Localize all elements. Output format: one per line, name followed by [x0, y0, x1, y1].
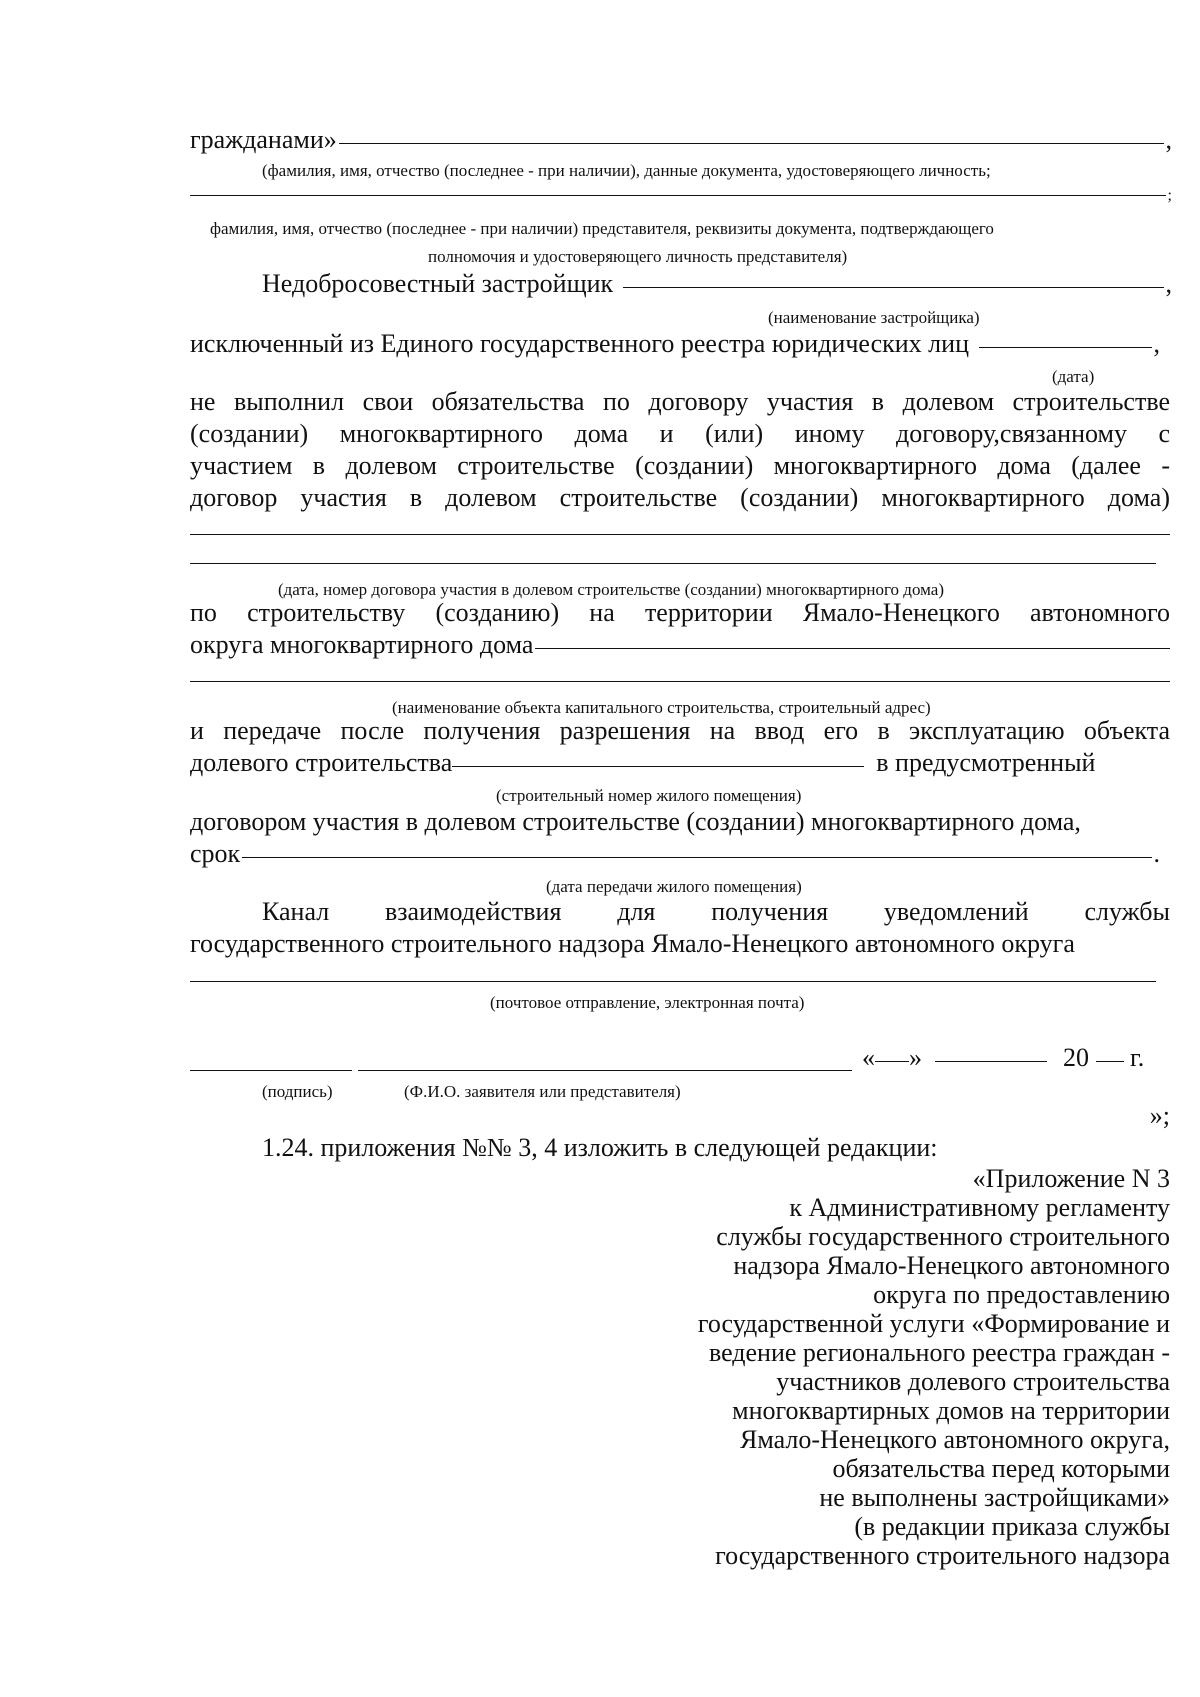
obligations-line-1: не выполнил свои обязательства по договору участия в долевом строительстве — [190, 387, 1170, 416]
appendix-line-12: не выполнены застройщиками» — [819, 1483, 1170, 1512]
appendix-line-7: ведение регионального реестра граждан - — [708, 1338, 1170, 1367]
term-line-1: договором участия в долевом строительстве (создании) многоквартирного дома, — [190, 807, 1081, 836]
hint-date: (дата) — [1052, 367, 1095, 386]
channel-blank — [190, 981, 1156, 982]
citizens-blank — [339, 143, 1164, 144]
appendix-line-14: государственного строительного надзора — [715, 1541, 1170, 1570]
appendix-line-5: округа по предоставлению — [873, 1280, 1170, 1309]
developer-blank — [623, 287, 1163, 288]
quote-open: « — [862, 1043, 875, 1072]
term-line-2 — [190, 838, 1160, 870]
excluded-date-blank — [979, 347, 1152, 348]
developer-label: Недобросовестный застройщик — [262, 269, 614, 298]
hint-developer: (наименование застройщика) — [768, 308, 980, 327]
day-blank — [875, 1061, 909, 1062]
hint-contract: (дата, номер договора участия в долевом строительстве (создании) многоквартирного дома) — [278, 580, 944, 599]
appendix-line-2: к Административному регламенту — [789, 1193, 1170, 1222]
term-blank — [242, 857, 1151, 858]
month-blank — [935, 1061, 1047, 1062]
appendix-line-6: государственной услуги «Формирование и — [697, 1309, 1170, 1338]
transfer-text-b: в предусмотренный — [876, 748, 1096, 777]
developer-line — [262, 268, 1172, 300]
term-label: срок — [190, 839, 241, 868]
year-suffix: г. — [1130, 1043, 1145, 1072]
construction-blank — [535, 648, 1170, 649]
hint-representative-1: фамилия, имя, отчество (последнее - при наличии) представителя, реквизиты документа, подтверждающего — [210, 219, 994, 238]
signature-blank — [190, 1070, 352, 1071]
appendix-line-8: участников долевого строительства — [776, 1367, 1170, 1396]
excluded-text: исключенный из Единого государственного реестра юридических лиц — [190, 329, 969, 358]
transfer-text-a: долевого строительства — [190, 748, 453, 777]
channel-line-2: государственного строительного надзора Ямало-Ненецкого автономного округа — [190, 929, 1075, 958]
hint-representative-2: полномочия и удостоверяющего личность представителя) — [428, 247, 848, 266]
hint-applicant: (фамилия, имя, отчество (последнее - при наличии), данные документа, удостоверяющего личность; — [262, 161, 991, 180]
obligations-line-2: (создании) многоквартирного дома и (или) иному договору,связанному с — [190, 419, 1170, 448]
transfer-line-1: и передаче после получения разрешения на ввод его в эксплуатацию объекта — [190, 716, 1170, 745]
term-period: . — [1153, 839, 1160, 868]
obligations-line-3: участием в долевом строительстве (создании) многоквартирного дома (далее - — [190, 451, 1170, 480]
appendix-line-4: надзора Ямало-Ненецкого автономного — [733, 1251, 1170, 1280]
year-prefix: 20 — [1063, 1043, 1089, 1072]
contract-blank-1 — [190, 534, 1170, 535]
year-blank — [1096, 1061, 1124, 1062]
hint-signature: (подпись) — [262, 1082, 333, 1101]
appendix-line-3: службы государственного строительного — [716, 1222, 1170, 1251]
applicant-blank — [190, 195, 1166, 196]
apartment-blank — [452, 766, 864, 767]
quote-close: » — [909, 1043, 922, 1072]
appendix-line-13: (в редакции приказа службы — [854, 1512, 1170, 1541]
developer-comma: , — [1165, 269, 1172, 298]
citizens-comma: , — [1165, 125, 1172, 154]
object-blank — [190, 681, 1170, 682]
transfer-line-2 — [190, 747, 1140, 779]
obligations-line-4: договор участия в долевом строительстве (создании) многоквартирного дома) — [190, 483, 1170, 512]
hint-apartment: (строительный номер жилого помещения) — [496, 786, 802, 805]
citizens-line — [190, 124, 1172, 156]
fio-blank — [358, 1070, 852, 1071]
hint-transfer-date: (дата передачи жилого помещения) — [546, 877, 802, 896]
construction-line-2 — [190, 629, 1170, 661]
construction-text: округа многоквартирного дома — [190, 630, 534, 659]
contract-blank-2 — [190, 563, 1156, 564]
hint-fio: (Ф.И.О. заявителя или представителя) — [404, 1082, 681, 1101]
channel-line-1: Канал взаимодействия для получения уведомлений службы — [262, 897, 1170, 926]
appendix-line-10: Ямало-Ненецкого автономного округа, — [739, 1425, 1170, 1454]
applicant-blank-line — [190, 180, 1172, 212]
appendix-line-9: многоквартирных домов на территории — [732, 1396, 1170, 1425]
date-row — [862, 1042, 1162, 1074]
excluded-line — [190, 328, 1160, 360]
citizens-label: гражданами» — [190, 125, 337, 154]
construction-line-1: по строительству (созданию) на территории Ямало-Ненецкого автономного — [190, 598, 1170, 627]
hint-channel: (почтовое отправление, электронная почта) — [490, 993, 805, 1012]
amendment-text: 1.24. приложения №№ 3, 4 изложить в следующей редакции: — [262, 1133, 938, 1162]
applicant-semicolon: ; — [1167, 187, 1172, 204]
appendix-line-11: обязательства перед которыми — [832, 1454, 1170, 1483]
hint-object: (наименование объекта капитального строительства, строительный адрес) — [392, 698, 931, 717]
appendix-line-1: «Приложение N 3 — [972, 1164, 1170, 1193]
closing-quote: »; — [1149, 1101, 1170, 1130]
excluded-comma: , — [1153, 329, 1160, 358]
